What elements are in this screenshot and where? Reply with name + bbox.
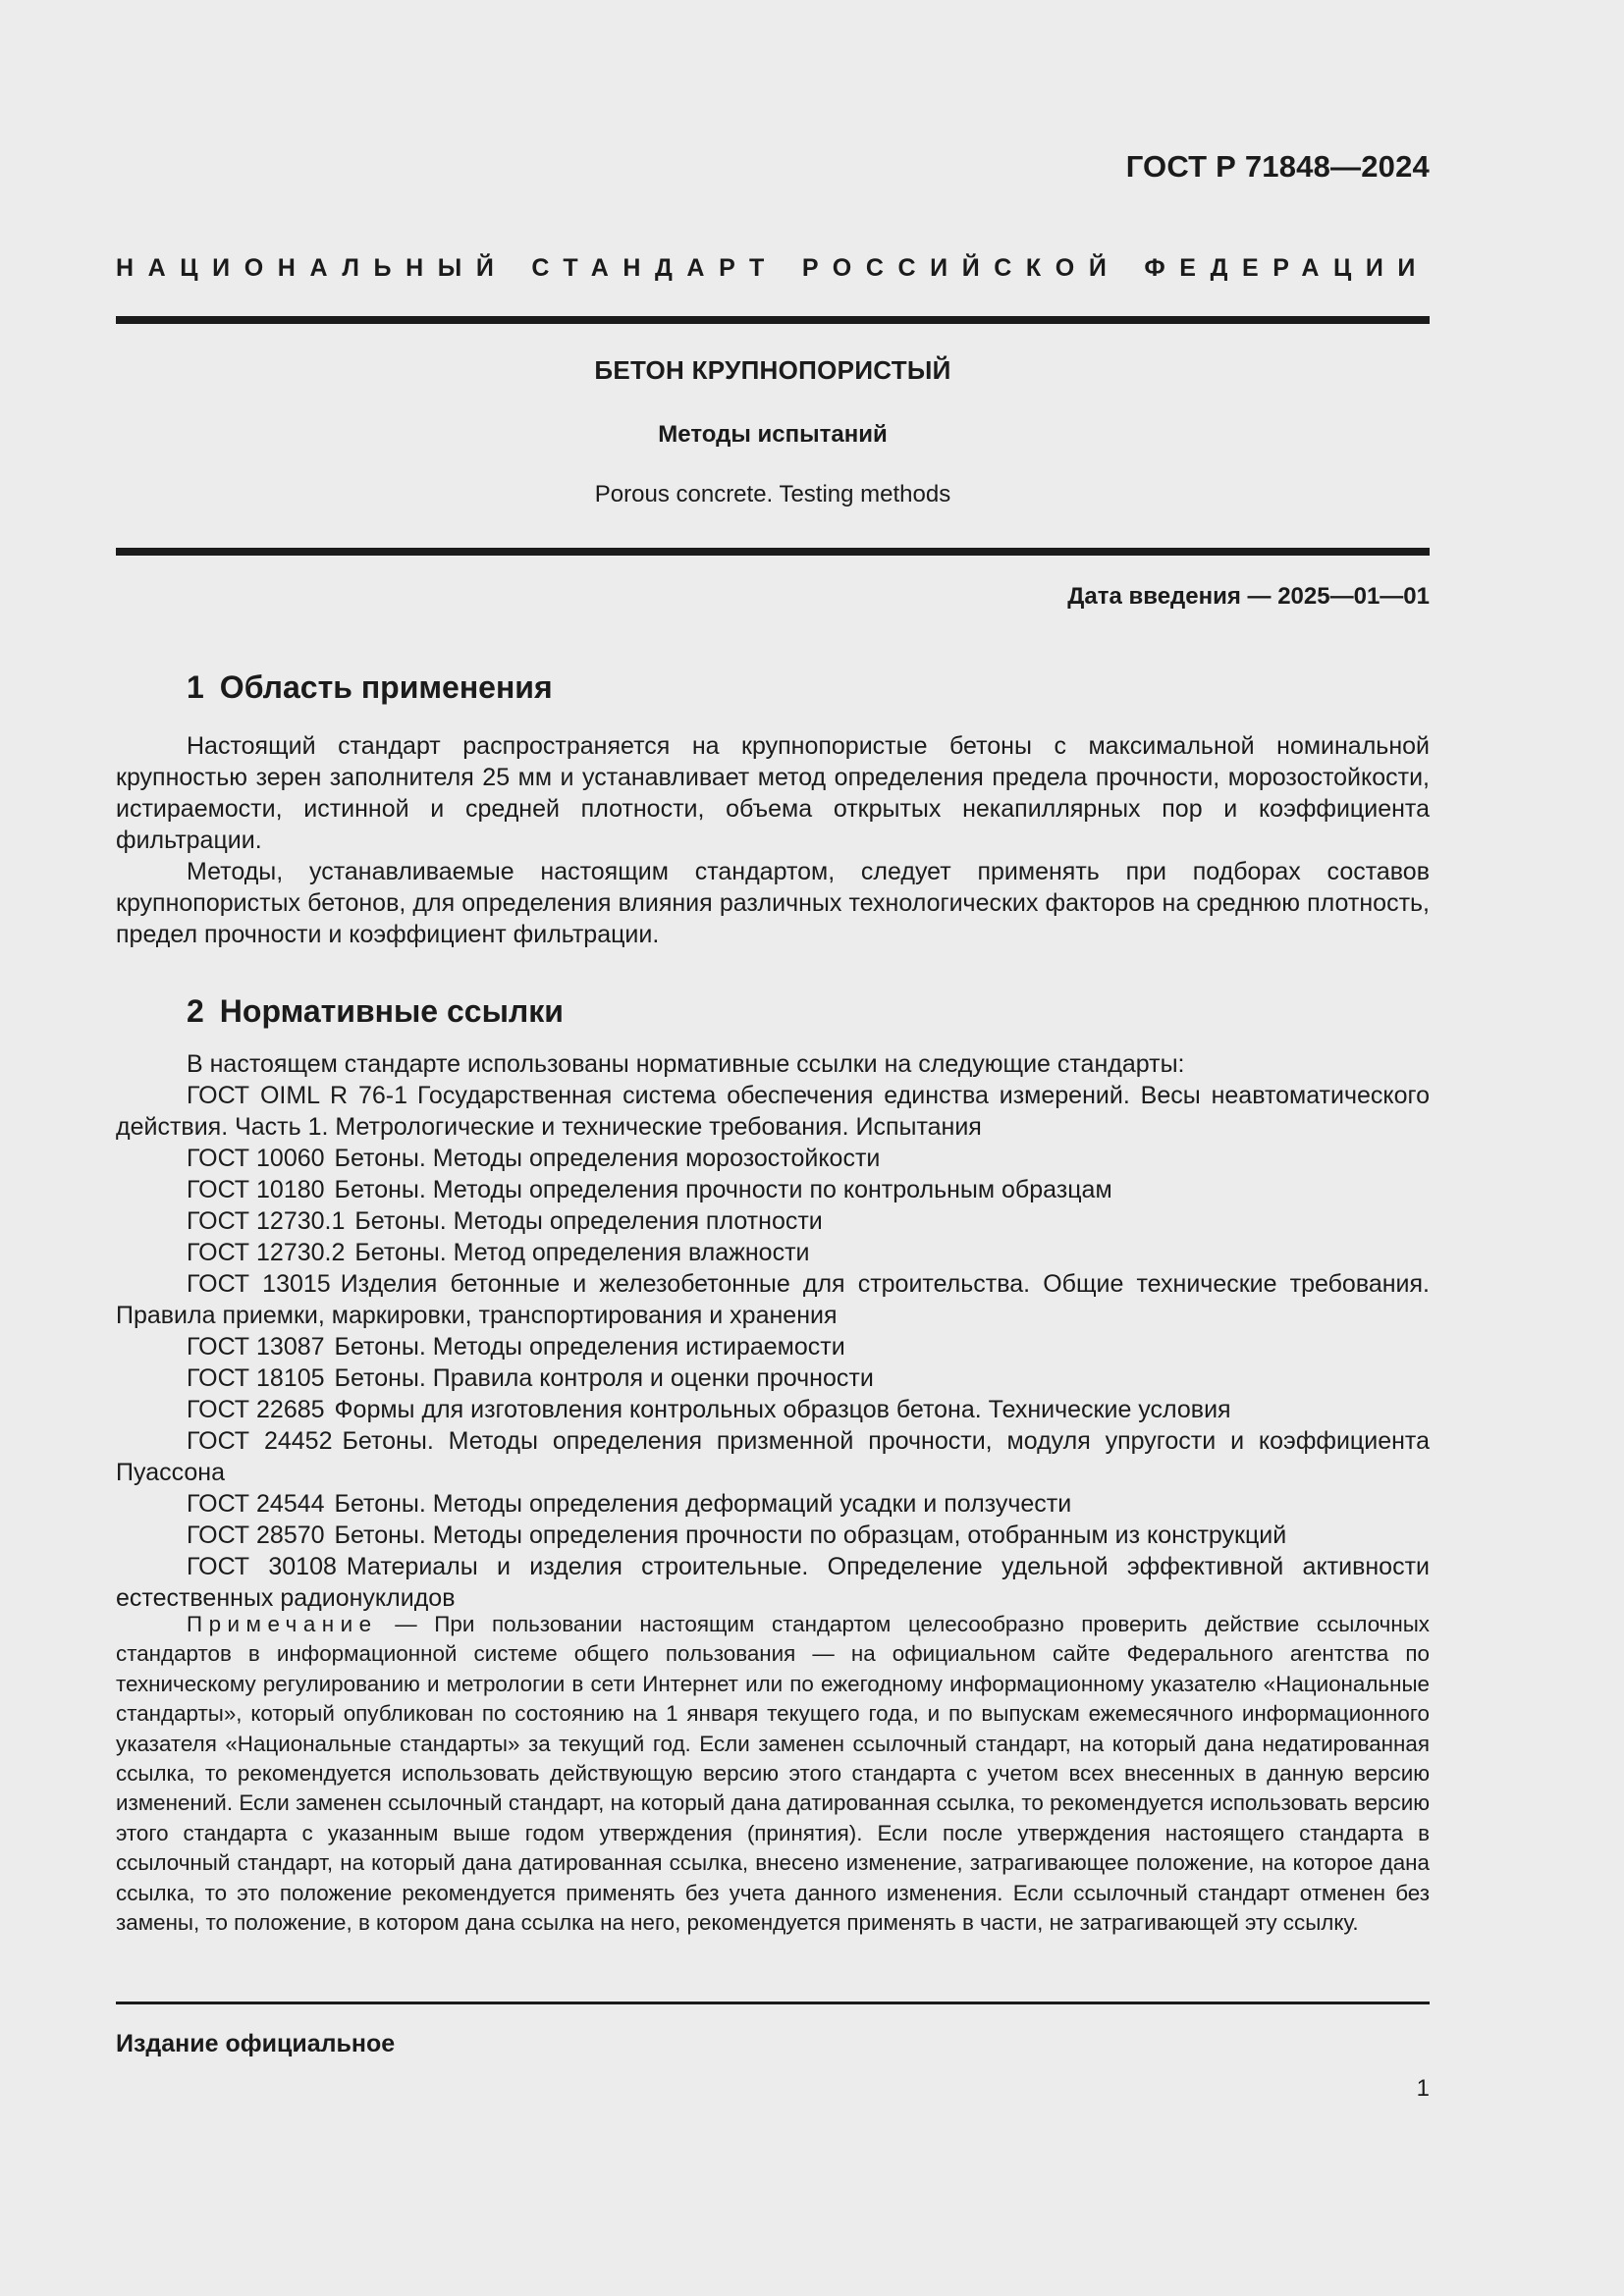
reference-item	[116, 1174, 1430, 1205]
reference-item	[116, 1080, 1430, 1143]
note-text: — При пользовании настоящим стандартом целесообразно проверить действие ссылочных стандартов в информационной системе общего пользования — на официальном сайте Федерального агентства по техническому регулированию и метрологии в сети Интернет или по ежегодному информационному указателю «Национальные стандарты», который опубликован по состоянию на 1 января текущего года, и по выпускам ежемесячного информационного указателя «Национальные стандарты» за текущий год. Если заменен ссылочный стандарт, на который дана недатированная ссылка, то рекомендуется использовать действующую версию этого стандарта с учетом всех внесенных в данную версию изменений. Если заменен ссылочный стандарт, на который дана датированная ссылка, то рекомендуется использовать версию этого стандарта с указанным выше годом утверждения (принятия). Если после утверждения настоящего стандарта в ссылочный стандарт, на который дана датированная ссылка, внесено изменение, затрагивающее положение, на которое дана ссылка, то это положение рекомендуется применять без учета данного изменения. Если ссылочный стандарт отменен без замены, то положение, в котором дана ссылка на него, рекомендуется применять в части, не затрагивающей эту ссылку.	[116, 1612, 1430, 1936]
reference-title: Бетоны. Методы определения морозостойкости	[334, 1145, 881, 1172]
reference-title: Бетоны. Методы определения прочности по образцам, отобранным из конструкций	[334, 1522, 1287, 1549]
paragraph: Настоящий стандарт распространяется на крупнопористые бетоны с максимальной номинальной крупностью зерен заполнителя 25 мм и устанавливает метод определения предела прочности, морозостойкости, истираемости, истинной и средней плотности, объема открытых некапиллярных пор и коэффициента фильтрации.	[116, 732, 1430, 854]
reference-code: ГОСТ 13087	[187, 1333, 325, 1361]
reference-item	[116, 1488, 1430, 1520]
reference-code: ГОСТ 30108	[187, 1553, 337, 1580]
document-title: БЕТОН КРУПНОПОРИСТЫЙ	[594, 355, 951, 385]
note-label: Примечание	[187, 1612, 378, 1636]
reference-item	[116, 1520, 1430, 1551]
document-page	[116, 0, 1430, 2296]
section-2-body	[116, 1048, 1430, 1614]
page-number: 1	[1416, 2075, 1430, 2102]
federation-label: НАЦИОНАЛЬНЫЙ СТАНДАРТ РОССИЙСКОЙ ФЕДЕРАЦИИ	[116, 254, 1430, 282]
reference-code: ГОСТ 18105	[187, 1364, 325, 1392]
document-subtitle: Методы испытаний	[658, 421, 888, 448]
title-divider	[116, 548, 1430, 556]
section-number: 1	[187, 669, 204, 705]
document-code: ГОСТ Р 71848—2024	[1125, 149, 1430, 184]
reference-item	[116, 1394, 1430, 1425]
edition-label: Издание официальное	[116, 2030, 396, 2057]
reference-code: ГОСТ OIML R 76-1	[187, 1082, 408, 1109]
reference-item	[116, 1205, 1430, 1237]
reference-title: Бетоны. Метод определения влажности	[354, 1239, 810, 1266]
reference-title: Бетоны. Методы определения истираемости	[334, 1333, 845, 1361]
introduction-date: Дата введения — 2025—01—01	[1067, 583, 1430, 610]
reference-title: Бетоны. Правила контроля и оценки прочности	[334, 1364, 874, 1392]
reference-item	[116, 1551, 1430, 1614]
reference-title: Бетоны. Методы определения плотности	[354, 1207, 823, 1235]
reference-item	[116, 1143, 1430, 1174]
reference-code: ГОСТ 24544	[187, 1490, 325, 1518]
section-title: Нормативные ссылки	[219, 993, 564, 1029]
section-2-heading	[187, 991, 564, 1031]
reference-item	[116, 1268, 1430, 1331]
reference-code: ГОСТ 22685	[187, 1396, 325, 1423]
document-title-english: Porous concrete. Testing methods	[594, 481, 951, 507]
section-1-body	[116, 730, 1430, 950]
reference-code: ГОСТ 28570	[187, 1522, 325, 1549]
section-title: Область применения	[219, 669, 553, 705]
reference-code: ГОСТ 12730.1	[187, 1207, 346, 1235]
reference-code: ГОСТ 24452	[187, 1427, 333, 1455]
note	[116, 1610, 1430, 1938]
reference-title: Государственная система обеспечения единства измерений. Весы неавтоматического действия. Часть 1. Метрологические и технические требования. Испытания	[116, 1082, 1430, 1141]
reference-title: Бетоны. Методы определения призменной прочности, модуля упругости и коэффициента Пуассона	[116, 1427, 1430, 1486]
reference-code: ГОСТ 12730.2	[187, 1239, 346, 1266]
reference-code: ГОСТ 10060	[187, 1145, 325, 1172]
section-number: 2	[187, 993, 204, 1029]
reference-item	[116, 1331, 1430, 1362]
reference-code: ГОСТ 10180	[187, 1176, 325, 1203]
reference-title: Бетоны. Методы определения деформаций усадки и ползучести	[334, 1490, 1072, 1518]
paragraph: В настоящем стандарте использованы нормативные ссылки на следующие стандарты:	[187, 1050, 1185, 1078]
footer-divider	[116, 2002, 1430, 2004]
section-1-heading	[187, 667, 553, 707]
reference-item	[116, 1237, 1430, 1268]
paragraph: Методы, устанавливаемые настоящим стандартом, следует применять при подборах составов крупнопористых бетонов, для определения влияния различных технологических факторов на среднюю плотность, предел прочности и коэффициент фильтрации.	[116, 858, 1430, 948]
reference-title: Бетоны. Методы определения прочности по контрольным образцам	[334, 1176, 1112, 1203]
reference-title: Материалы и изделия строительные. Определение удельной эффективной активности естественных радионуклидов	[116, 1553, 1430, 1612]
reference-title: Изделия бетонные и железобетонные для строительства. Общие технические требования. Правила приемки, маркировки, транспортирования и хранения	[116, 1270, 1430, 1329]
reference-item	[116, 1425, 1430, 1488]
top-divider	[116, 316, 1430, 324]
reference-code: ГОСТ 13015	[187, 1270, 331, 1298]
reference-item	[116, 1362, 1430, 1394]
reference-title: Формы для изготовления контрольных образцов бетона. Технические условия	[334, 1396, 1231, 1423]
